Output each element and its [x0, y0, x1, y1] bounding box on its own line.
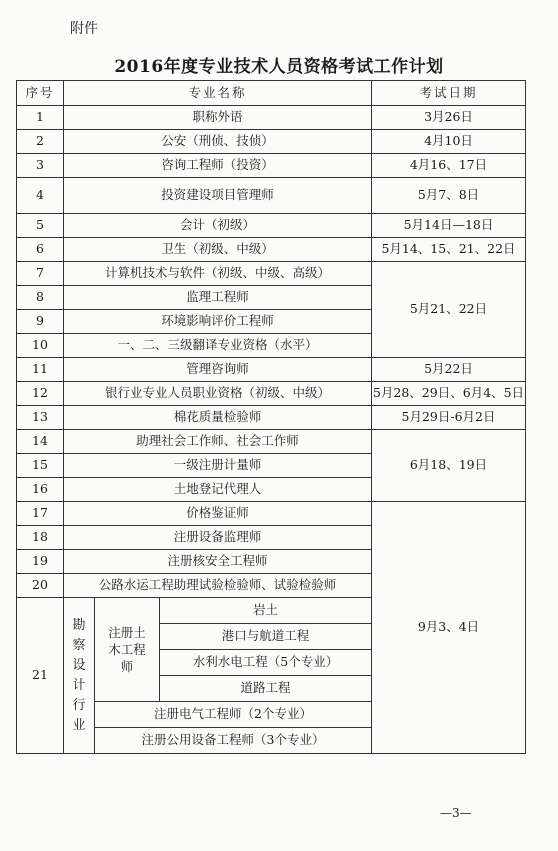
- row21-civil-text: 注册土木工程师: [108, 625, 146, 674]
- table-row: [17, 382, 526, 406]
- group-date: 5月21、22日: [372, 262, 526, 358]
- exam-schedule-table: [16, 80, 526, 754]
- row-no: 17: [17, 502, 64, 526]
- row-name: 卫生（初级、中级）: [64, 238, 372, 262]
- table-row: [17, 106, 526, 130]
- row-no: 14: [17, 430, 64, 454]
- table-row: [17, 154, 526, 178]
- row-no: 8: [17, 286, 64, 310]
- header-name: 专业名称: [64, 81, 372, 106]
- row-name: 助理社会工作师、社会工作师: [64, 430, 372, 454]
- document-title: 2016年度专业技术人员资格考试工作计划: [114, 57, 444, 77]
- row-name: 公安（刑侦、技侦）: [64, 130, 372, 154]
- row-name: 监理工程师: [64, 286, 372, 310]
- row-no: 16: [17, 478, 64, 502]
- attachment-label: 附件: [70, 21, 98, 37]
- row-date: 4月10日: [372, 130, 526, 154]
- row-no: 19: [17, 550, 64, 574]
- page-number: —3—: [440, 806, 472, 820]
- row21-civil: [95, 598, 160, 702]
- row-no: 11: [17, 358, 64, 382]
- table-row: [17, 178, 526, 214]
- row-date: 5月29日-6月2日: [372, 406, 526, 430]
- row21-civil-item: 道路工程: [160, 676, 372, 702]
- row21-civil-item: 港口与航道工程: [160, 624, 372, 650]
- header-no: 序号: [17, 81, 64, 106]
- table-row: [17, 406, 526, 430]
- row-no: 6: [17, 238, 64, 262]
- row-no: 15: [17, 454, 64, 478]
- table-row: [17, 430, 526, 454]
- row-no: 5: [17, 214, 64, 238]
- row-name: 注册设备监理师: [64, 526, 372, 550]
- row-no: 21: [17, 598, 64, 754]
- header-date: 考试日期: [372, 81, 526, 106]
- row-date: 5月14、15、21、22日: [372, 238, 526, 262]
- row-name: 投资建设项目管理师: [64, 178, 372, 214]
- row21-civil-item: 岩土: [160, 598, 372, 624]
- row-no: 2: [17, 130, 64, 154]
- row-name: 土地登记代理人: [64, 478, 372, 502]
- row-no: 7: [17, 262, 64, 286]
- row-name: 会计（初级）: [64, 214, 372, 238]
- row21-category-text: 勘察设计行业: [72, 617, 86, 733]
- row-no: 1: [17, 106, 64, 130]
- table-row: [17, 214, 526, 238]
- row-name: 一级注册计量师: [64, 454, 372, 478]
- table-row: [17, 262, 526, 286]
- table-row: [17, 238, 526, 262]
- row21-utility: 注册公用设备工程师（3个专业）: [95, 728, 372, 754]
- row-date: 4月16、17日: [372, 154, 526, 178]
- row-no: 18: [17, 526, 64, 550]
- row-date: 5月14日—18日: [372, 214, 526, 238]
- row-no: 12: [17, 382, 64, 406]
- row-name: 咨询工程师（投资）: [64, 154, 372, 178]
- row-no: 4: [17, 178, 64, 214]
- row-name: 一、二、三级翻译专业资格（水平）: [64, 334, 372, 358]
- row-date: 5月7、8日: [372, 178, 526, 214]
- table-row: [17, 358, 526, 382]
- group-date: 6月18、19日: [372, 430, 526, 502]
- row-date: 3月26日: [372, 106, 526, 130]
- row-name: 注册核安全工程师: [64, 550, 372, 574]
- row-name: 职称外语: [64, 106, 372, 130]
- row-name: 公路水运工程助理试验检验师、试验检验师: [64, 574, 372, 598]
- group-date: 9月3、4日: [372, 502, 526, 754]
- row-no: 3: [17, 154, 64, 178]
- table-row: [17, 502, 526, 526]
- row-name: 价格鉴证师: [64, 502, 372, 526]
- row21-electrical: 注册电气工程师（2个专业）: [95, 702, 372, 728]
- row-name: 管理咨询师: [64, 358, 372, 382]
- row21-category: [64, 598, 95, 754]
- row-date: 5月22日: [372, 358, 526, 382]
- table-row: [17, 130, 526, 154]
- row21-civil-item: 水利水电工程（5个专业）: [160, 650, 372, 676]
- row-name: 棉花质量检验师: [64, 406, 372, 430]
- row-name: 银行业专业人员职业资格（初级、中级）: [64, 382, 372, 406]
- row-date: 5月28、29日、6月4、5日: [372, 382, 526, 406]
- row-no: 9: [17, 310, 64, 334]
- row-no: 20: [17, 574, 64, 598]
- row-name: 计算机技术与软件（初级、中级、高级）: [64, 262, 372, 286]
- table-header-row: [17, 81, 526, 106]
- row-name: 环境影响评价工程师: [64, 310, 372, 334]
- row-no: 10: [17, 334, 64, 358]
- row-no: 13: [17, 406, 64, 430]
